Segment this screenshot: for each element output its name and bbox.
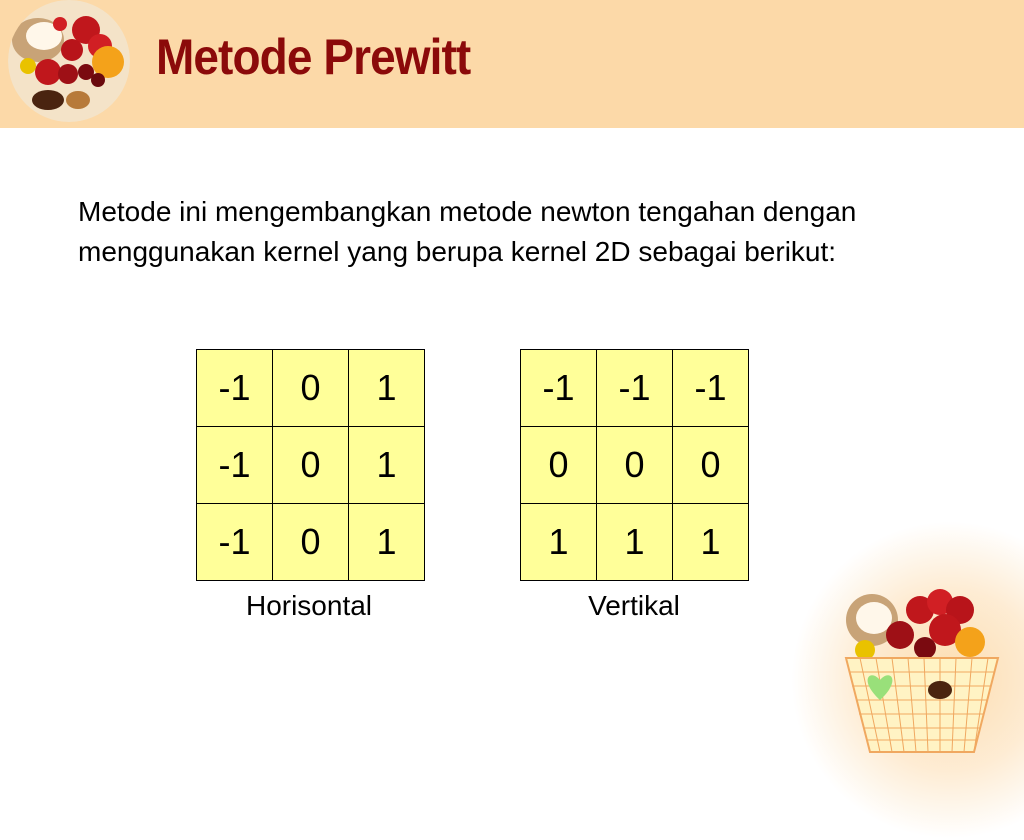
description-text: Metode ini mengembangkan metode newton tengahan dengan menggunakan kernel yang berupa kernel 2D sebagai berikut: xyxy=(78,196,857,267)
kernel-cell: 0 xyxy=(273,350,349,427)
kernel-cell: -1 xyxy=(597,350,673,427)
table-row xyxy=(521,427,749,504)
table-row xyxy=(197,504,425,581)
fruit-basket-icon xyxy=(840,580,1010,760)
kernel-cell: 1 xyxy=(349,504,425,581)
table-row xyxy=(521,504,749,581)
kernel-cell: 0 xyxy=(521,427,597,504)
table-row xyxy=(197,427,425,504)
slide-title: Metode Prewitt xyxy=(156,29,471,85)
kernel-cell: 1 xyxy=(673,504,749,581)
kernel-cell: 0 xyxy=(673,427,749,504)
kernel-cell: -1 xyxy=(197,427,273,504)
vertical-caption: Vertikal xyxy=(588,590,680,621)
kernel-cell: -1 xyxy=(673,350,749,427)
table-row xyxy=(521,350,749,427)
fruit-logo-icon xyxy=(8,0,130,122)
table-row xyxy=(197,350,425,427)
kernel-cell: 1 xyxy=(597,504,673,581)
kernel-cell: 1 xyxy=(349,350,425,427)
kernel-cell: 0 xyxy=(273,504,349,581)
vertical-kernel-table xyxy=(520,349,749,581)
kernel-cell: 0 xyxy=(273,427,349,504)
kernel-cell: -1 xyxy=(521,350,597,427)
kernel-cell: 1 xyxy=(521,504,597,581)
horizontal-kernel-table xyxy=(196,349,425,581)
slide-header xyxy=(0,0,1024,128)
kernel-cell: -1 xyxy=(197,350,273,427)
horizontal-caption: Horisontal xyxy=(245,590,373,621)
kernel-cell: -1 xyxy=(197,504,273,581)
kernel-cell: 0 xyxy=(597,427,673,504)
kernel-cell: 1 xyxy=(349,427,425,504)
